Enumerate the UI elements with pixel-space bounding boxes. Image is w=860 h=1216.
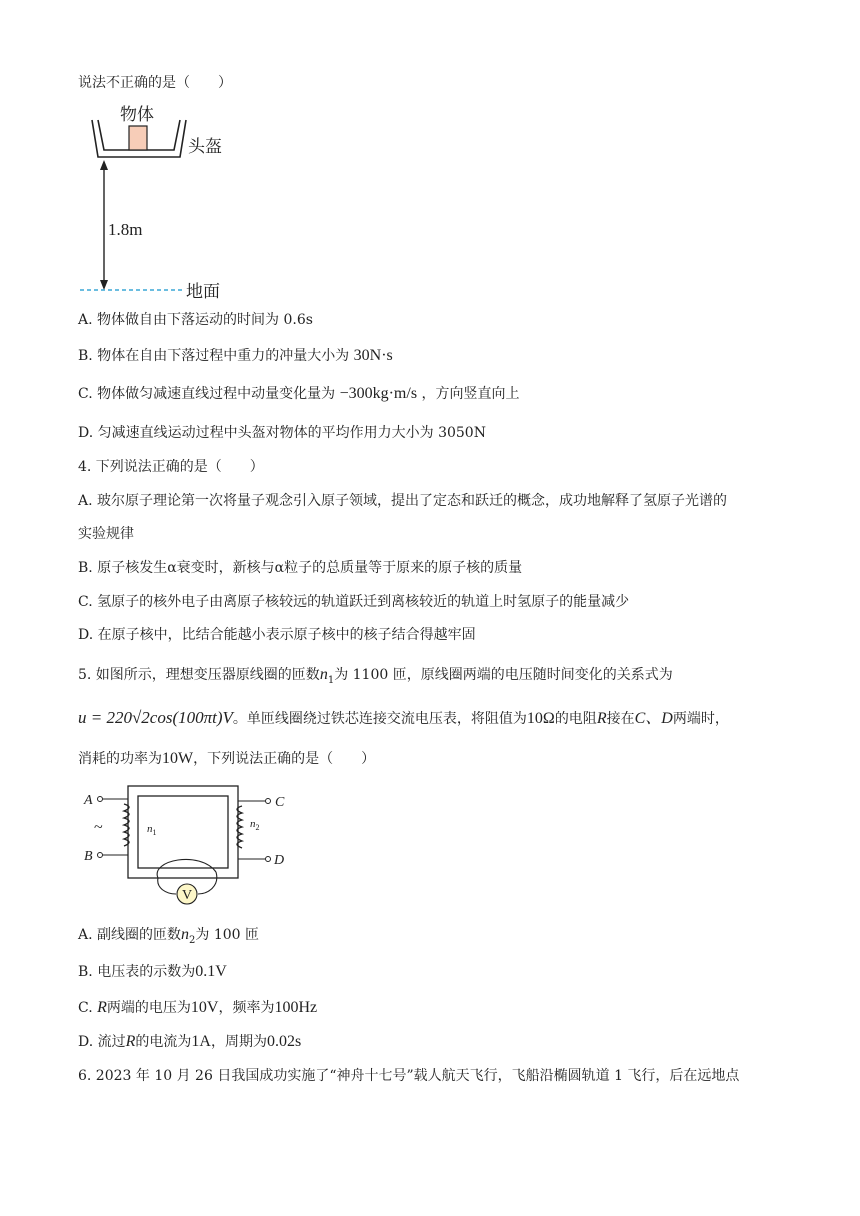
ground-label: 地面 (186, 282, 220, 302)
q5-line1-post: 为 1100 匝，原线圈两端的电压随时间变化的关系式为 (334, 667, 673, 683)
q5-option-b-math: 0.1V (195, 963, 227, 980)
q5-option-a (78, 925, 259, 951)
q5-line2-r: 的电阻 (554, 711, 597, 727)
q5-option-d-math1: 1A (191, 1033, 211, 1050)
q3-stem-tail: 说法不正确的是（ ） (78, 75, 232, 91)
q5-line2-mid: 。单匝线圈绕过铁芯连接交流电压表，将阻值为 (232, 711, 527, 727)
q5-option-b-pre: B. 电压表的示数为 (78, 964, 196, 980)
q5-line3-post: ，下列说法正确的是（ ） (193, 751, 376, 767)
q5-option-d-math2: 0.02s (266, 1033, 302, 1050)
q5-line3-pre: 消耗的功率为 (78, 751, 162, 767)
q3-option-c (78, 384, 520, 404)
q5-CD: C、D (634, 710, 673, 727)
q5-n1: n (319, 666, 328, 683)
height-label: 1.8m (108, 220, 143, 239)
q5-option-a-post: 为 100 匝 (195, 927, 260, 943)
q5-line1-pre: 5. 如图所示，理想变压器原线圈的匝数 (78, 667, 320, 683)
secondary-coil-label: $n_2$ (250, 818, 260, 832)
transformer-figure (80, 782, 295, 914)
q5-ohm: 10Ω (526, 710, 555, 727)
q5-option-a-n: n (181, 926, 190, 943)
object-label: 物体 (120, 105, 154, 125)
svg-text:V: V (182, 888, 193, 903)
terminal-D-label: D (274, 853, 285, 868)
q5-option-c-math2: 100Hz (274, 999, 318, 1016)
terminal-A-label: A (84, 793, 93, 808)
primary-coil-label: $n_1$ (147, 823, 157, 837)
q5-option-d-pre: D. 流过 (78, 1034, 126, 1050)
q5-option-c-mid2: ，频率为 (218, 1000, 275, 1016)
q5-stem-line1 (78, 665, 673, 691)
q5-n1-sub: 1 (327, 674, 335, 686)
q3-figure (78, 98, 248, 302)
q3-option-b-text: B. 物体在自由下落过程中重力的冲量大小为 (78, 348, 350, 364)
q3-option-d: D. 匀减速直线运动过程中头盔对物体的平均作用力大小为 3050N (78, 425, 486, 441)
q5-option-c (78, 998, 317, 1018)
q5-line2-tail: 接在 (606, 711, 635, 727)
q5-R: R (596, 710, 607, 727)
q5-option-c-pre: C. (78, 1000, 98, 1016)
q5-option-c-R: R (97, 999, 107, 1016)
q3-option-b-math: 30N·s (353, 347, 393, 364)
q5-option-c-mid: 两端的电压为 (106, 1000, 191, 1016)
q4-option-a-line1: A. 玻尔原子理论第一次将量子观念引入原子领域，提出了定态和跃迁的概念，成功地解释了氢原子光谱的 (78, 493, 728, 509)
q3-option-a: A. 物体做自由下落运动的时间为 0.6s (78, 312, 313, 328)
q5-option-d-R: R (125, 1033, 136, 1050)
ac-source-symbol: ~ (94, 819, 103, 836)
q6-stem-line1: 6. 2023 年 10 月 26 日我国成功实施了“神舟十七号”载人航天飞行，飞船沿椭圆轨道 1 飞行，后在远地点 (78, 1068, 740, 1084)
q5-stem-line3 (78, 749, 375, 769)
q4-option-b: B. 原子核发生α衰变时，新核与α粒子的总质量等于原来的原子核的质量 (78, 560, 523, 576)
helmet-label: 头盔 (188, 137, 222, 157)
q4-option-c: C. 氢原子的核外电子由离原子核较远的轨道跃迁到离核较近的轨道上时氢原子的能量减少 (78, 594, 630, 610)
q5-option-d (78, 1032, 301, 1052)
q4-stem: 4. 下列说法正确的是（ ） (78, 459, 264, 475)
terminal-B-label: B (84, 849, 93, 864)
q5-option-d-mid2: ，周期为 (210, 1034, 267, 1050)
q5-option-d-mid: 的电流为 (135, 1034, 192, 1050)
q3-option-c-math: −300kg·m/s (339, 385, 418, 402)
q5-option-c-math1: 10V (190, 999, 219, 1016)
q5-option-a-n-sub: 2 (189, 934, 196, 946)
q5-option-b (78, 962, 227, 982)
q4-option-a-line2: 实验规律 (78, 526, 134, 542)
q5-power: 10W (162, 750, 194, 767)
q3-option-b (78, 346, 393, 366)
q5-stem-line2 (78, 708, 729, 729)
q5-option-a-pre: A. 副线圈的匝数 (78, 927, 182, 943)
object-block (129, 126, 147, 150)
q3-option-c-text: C. 物体做匀减速直线过程中动量变化量为 (78, 386, 336, 402)
q4-option-d: D. 在原子核中，比结合能越小表示原子核中的核子结合得越牢固 (78, 627, 476, 643)
q5-formula: u = 220√2cos(100πt)V (78, 708, 233, 727)
terminal-C-label: C (275, 795, 285, 810)
q5-line2-end: 两端时， (672, 711, 729, 727)
q3-option-c-suffix: ，方向竖直向上 (421, 386, 520, 402)
